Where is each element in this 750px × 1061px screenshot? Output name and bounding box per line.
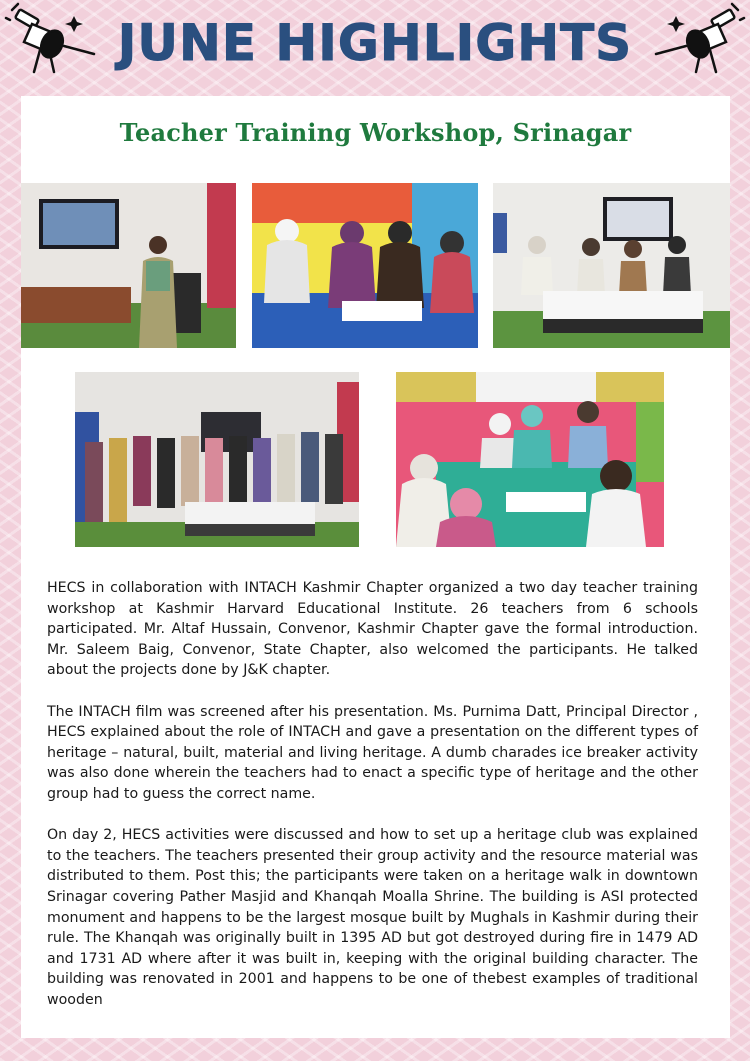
workshop-photo-presenter [21, 183, 236, 348]
paragraph-2: The INTACH film was screened after his presentation. Ms. Purnima Datt, Principal Director , HECS explained about the role of INTACH and gave a presentation on the different types of heritage – natural, built, material and living heritage. A dumb charades ice breaker activity was also done wherein the teachers had to enact a specific type of heritage and the other group had to guess the correct name. [47, 703, 698, 802]
workshop-photo-group-activity [252, 183, 478, 348]
article-title: Teacher Training Workshop, Srinagar [119, 118, 632, 147]
paragraph-1: HECS in collaboration with INTACH Kashmir Chapter organized a two day teacher training workshop at Kashmir Harvard Educational Institute. 26 teachers from 6 schools participated. Mr. Altaf Hussain, Convenor, Kashmir Chapter gave the formal introduction. Mr. Saleem Baig, Convenor, State Chapter, also welcomed the participants. He talked about the projects done by J&K chapter. [47, 580, 698, 679]
workshop-photo-group [75, 372, 359, 547]
paragraph-3: On day 2, HECS activities were discussed and how to set up a heritage club was explained to the teachers. The teachers presented their group activity and the resource material was distributed to them. Post this; the participants were taken on a heritage walk in downtown Srinagar covering Pather Masjid and Khanqah Moalla Shrine. The building is ASI protected monument and happens to be the largest mosque built by Mughals in Kashmir during their rule. The Khanqah was originally built in 1395 AD but got destroyed during fire in 1479 AD and 1731 AD where after it was built in, keeping with the original building character. The building was renovated in 2001 and happens to be one of thebest examples of traditional wooden [47, 827, 698, 1008]
workshop-photo-panel [493, 183, 730, 348]
page-title: JUNE HIGHLIGHTS [117, 14, 633, 72]
article-card [21, 96, 730, 1038]
article-body [47, 578, 698, 1031]
workshop-photo-discussion [396, 372, 664, 547]
